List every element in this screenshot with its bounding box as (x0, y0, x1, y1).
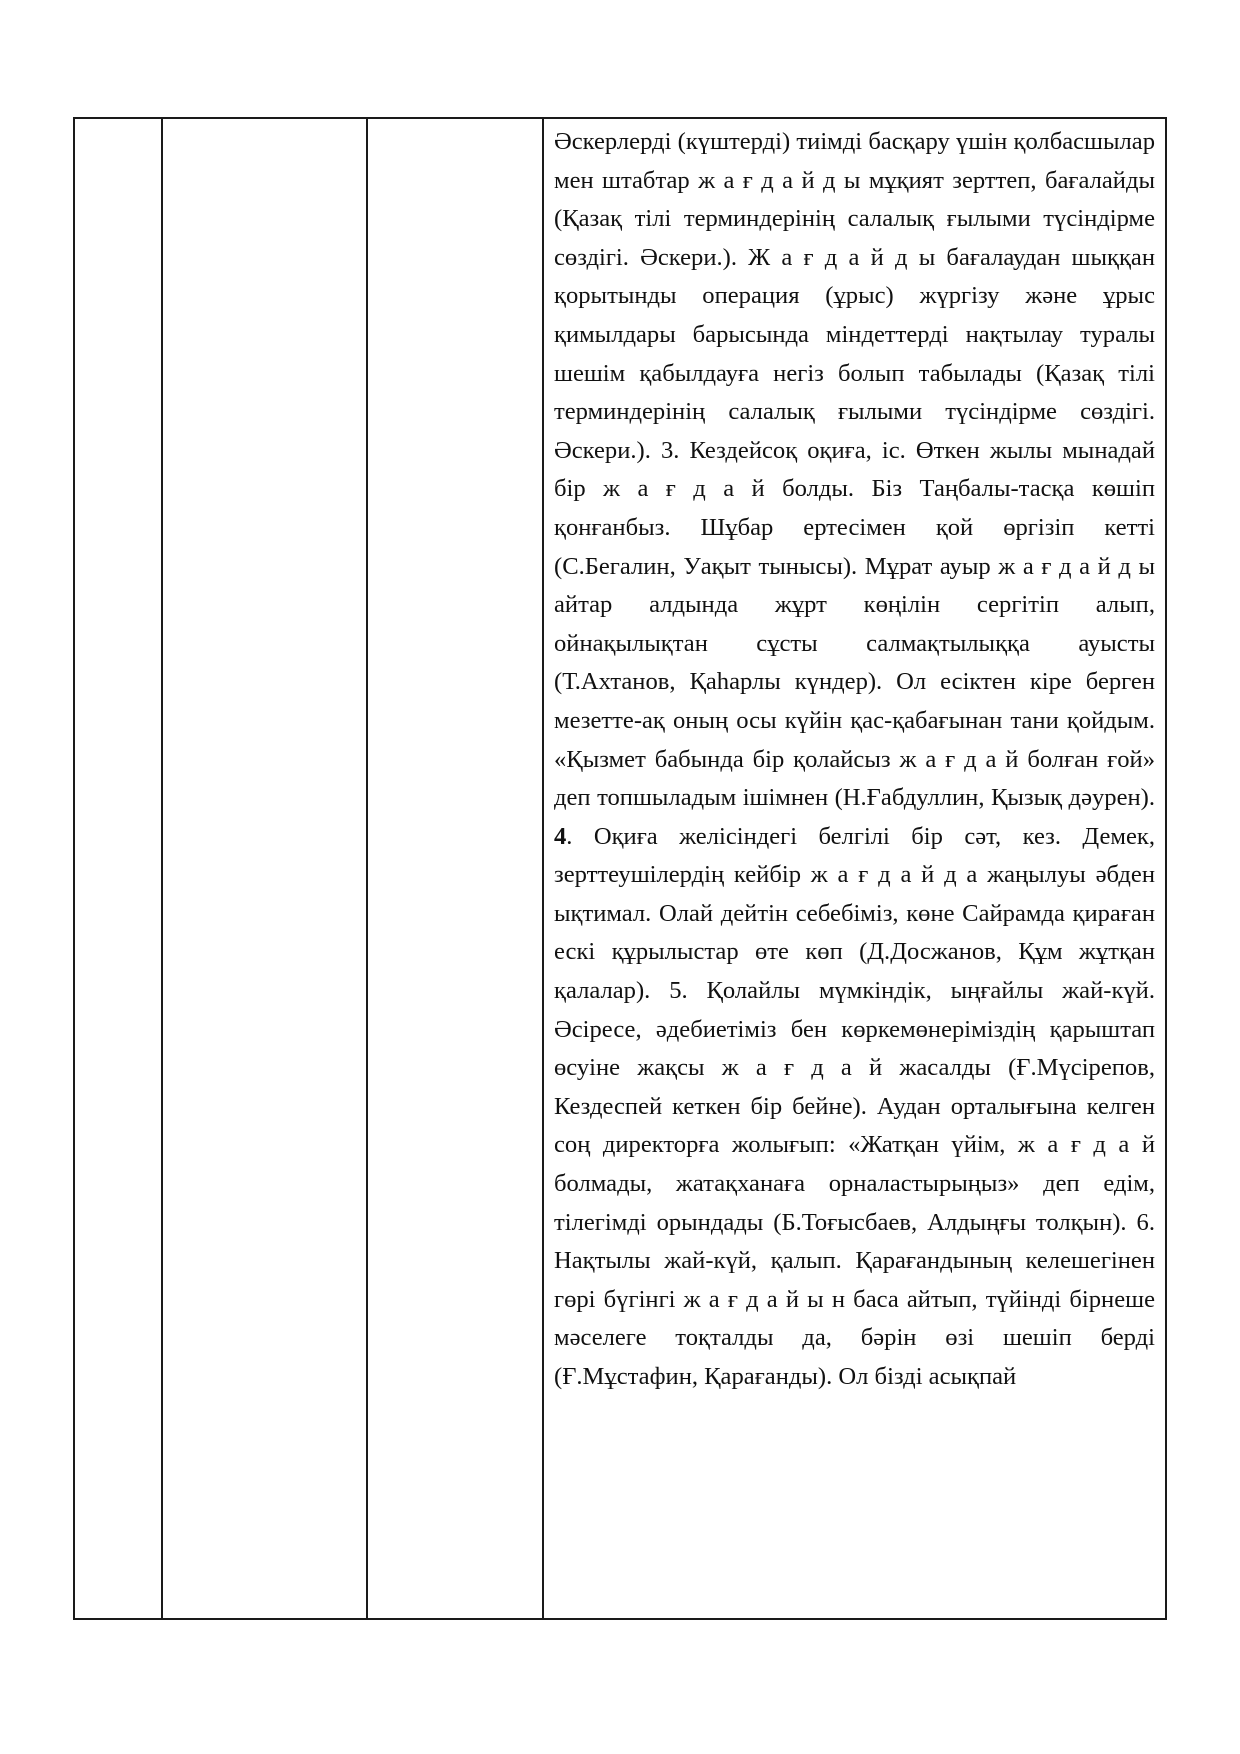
entry-sense-number-4: 4 (554, 822, 567, 850)
dictionary-table (73, 117, 1167, 1620)
table-cell-1 (74, 118, 162, 1619)
table-row (74, 118, 1166, 1619)
table-cell-4 (543, 118, 1166, 1619)
entry-text-part-2: . Оқиға желісіндегі белгілі бір сәт, кез. Демек, зерттеушілердің кейбір ж а ғ д а й д а жаңылуы әбден ықтимал. Олай дейтін себебіміз, көне Сайрамда қираған ескі құрылыстар өте көп (Д.Досжанов, Құм жұтқан қалалар). 5. Қолайлы мүмкіндік, ыңғайлы жай-күй. Әсіресе, әдебиетіміз бен көркемөнеріміздің қарыштап өсуіне жақсы ж а ғ д а й жасалды (Ғ.Мүсірепов, Кездеспей кеткен бір бейне). Аудан орталығына келген соң директорға жолығып: «Жатқан үйім, ж а ғ д а й болмады, жатақханаға орналастырыңыз» деп едім, тілегімді орындады (Б.Тоғысбаев, Алдыңғы толқын). 6. Нақтылы жай-күй, қалып. Қарағандының келешегінен гөрі бүгінгі ж а ғ д а й ы н баса айтып, түйінді бірнеше мәселеге тоқталды да, бәрін өзі шешіп берді (Ғ.Мұстафин, Қарағанды). Ол бізді асықпай (554, 822, 1155, 1390)
table-cell-2 (162, 118, 367, 1619)
table-cell-3 (367, 118, 543, 1619)
entry-text-part-1: Әскерлерді (күштерді) тиімді басқару үшін қолбасшылар мен штабтар ж а ғ д а й д ы мұқият зерттеп, бағалайды (Қазақ тілі терминдерінің салалық ғылыми түсіндірме сөздігі. Әскери.). Ж а ғ д а й д ы бағалаудан шыққан қорытынды операция (ұрыс) жүргізу және ұрыс қимылдары барысында міндеттерді нақтылау туралы шешім қабылдауға негіз болып табылады (Қазақ тілі терминдерінің салалық ғылыми түсіндірме сөздігі. Әскери.). 3. Кездейсоқ оқиға, іс. Өткен жылы мынадай бір ж а ғ д а й болды. Біз Таңбалы-тасқа көшіп қонғанбыз. Шұбар ертесімен қой өргізіп кетті (С.Бегалин, Уақыт тынысы). Мұрат ауыр ж а ғ д а й д ы айтар алдында жұрт көңілін сергітіп алып, ойнақылықтан сұсты салмақтылыққа ауысты (Т.Ахтанов, Қаһарлы күндер). Ол есіктен кіре берген мезетте-ақ оның осы күйін қас-қабағынан тани қойдым. «Қызмет бабында бір қолайсыз ж а ғ д а й болған ғой» деп топшыладым ішімнен (Н.Ғабдуллин, Қызық дәурен). (554, 128, 1155, 812)
entry-text (544, 119, 1165, 1618)
